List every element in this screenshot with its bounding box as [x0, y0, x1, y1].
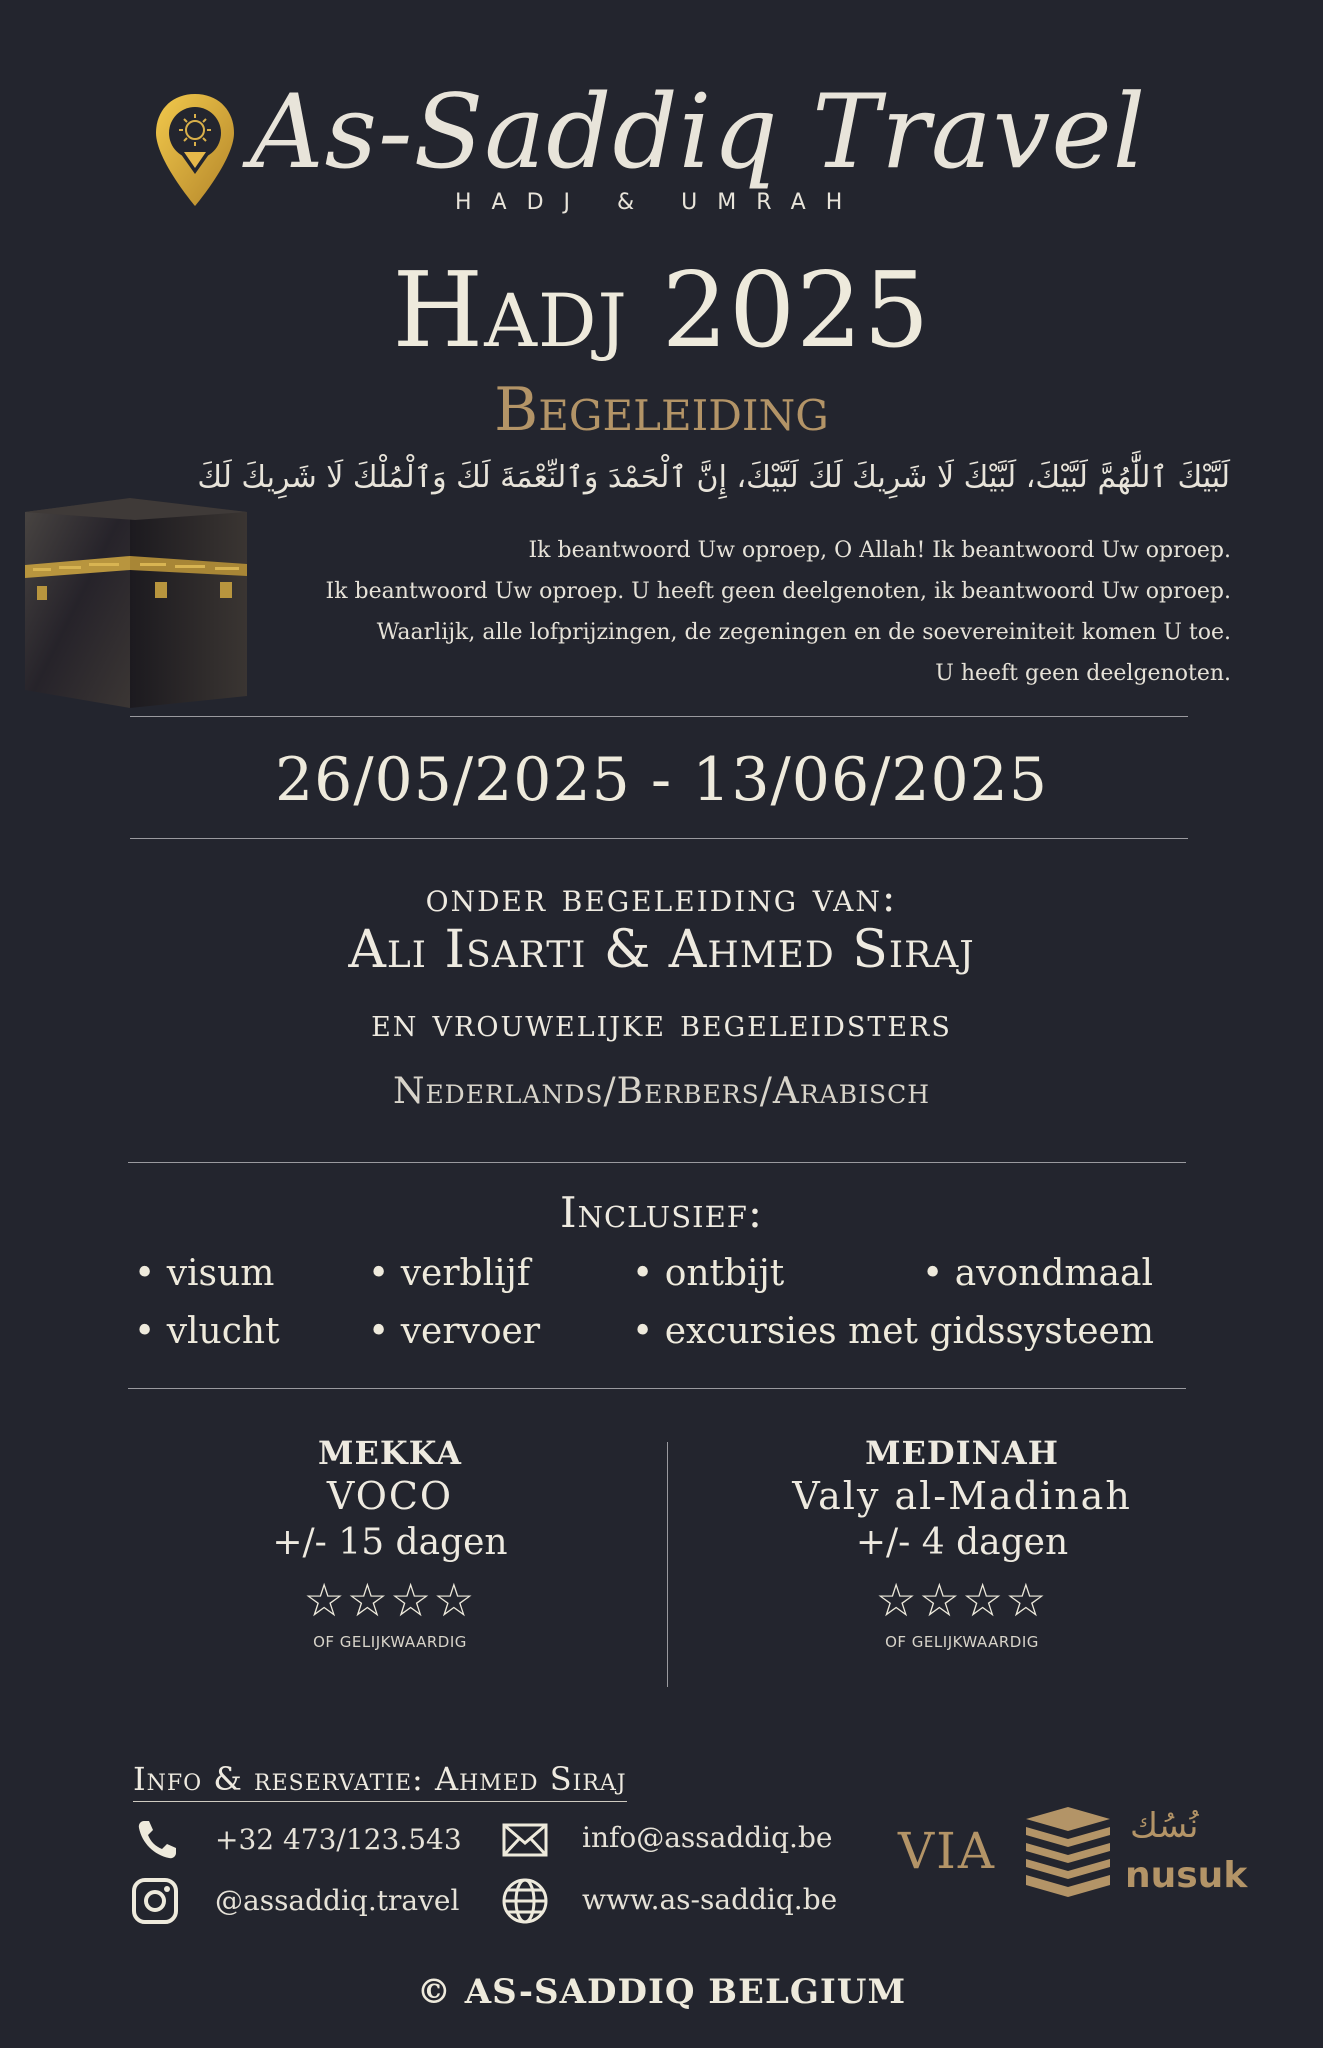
location-pin-logo-icon	[150, 90, 240, 210]
travel-dates: 26/05/2025 - 13/06/2025	[274, 745, 1049, 815]
divider	[130, 838, 1188, 839]
brand-name: As-Saddiq Travel	[250, 73, 1147, 192]
hotel-mekka	[180, 1434, 600, 1651]
divider	[130, 716, 1188, 717]
nusuk-arabic-name: نُسُك	[1130, 1806, 1199, 1846]
kaaba-illustration	[25, 490, 247, 710]
translation-line-4: U heeft geen deelgenoten.	[935, 661, 1231, 686]
instagram-icon	[130, 1876, 180, 1926]
vertical-divider	[667, 1442, 668, 1687]
nusuk-kaaba-logo-icon	[1018, 1805, 1118, 1900]
star-rating-icon: ☆☆☆☆	[875, 1573, 1049, 1627]
globe-icon	[500, 1876, 550, 1926]
list-item: • vlucht	[134, 1311, 280, 1352]
instagram-handle[interactable]: @assaddiq.travel	[215, 1884, 460, 1917]
languages: Nederlands/Berbers/Arabisch	[392, 1071, 931, 1112]
translation-line-1: Ik beantwoord Uw oproep, O Allah! Ik beantwoord Uw oproep.	[528, 538, 1231, 563]
info-reservation-label: Info & reservatie: Ahmed Siraj	[133, 1760, 627, 1802]
list-item: • verblijf	[368, 1253, 531, 1294]
translation-line-2: Ik beantwoord Uw oproep. U heeft geen deelgenoten, ik beantwoord Uw oproep.	[325, 579, 1231, 604]
copyright-icon: ©	[416, 1972, 452, 2012]
divider	[128, 1388, 1186, 1389]
list-item: • vervoer	[368, 1311, 541, 1352]
equivalent-note: OF GELIJKWAARDIG	[313, 1633, 467, 1651]
hotel-city: MEKKA	[318, 1434, 462, 1472]
equivalent-note: OF GELIJKWAARDIG	[885, 1633, 1039, 1651]
hotel-duration: +/- 4 dagen	[855, 1522, 1069, 1563]
email-address[interactable]: info@assaddiq.be	[582, 1821, 833, 1854]
page-subtitle: Begeleiding	[494, 375, 829, 445]
guidance-label: onder begeleiding van:	[425, 875, 898, 921]
via-label: VIA	[898, 1822, 996, 1880]
list-item: • ontbijt	[632, 1253, 785, 1294]
hotel-name: Valy al-Madinah	[792, 1474, 1132, 1518]
star-rating-icon: ☆☆☆☆	[303, 1573, 477, 1627]
phone-number[interactable]: +32 473/123.543	[215, 1823, 462, 1856]
list-item: • avondmaal	[922, 1253, 1153, 1294]
phone-icon	[132, 1815, 182, 1865]
mail-icon	[500, 1815, 550, 1865]
nusuk-wordmark: nusuk	[1125, 1855, 1248, 1896]
footer-copyright	[0, 1972, 1323, 2012]
translation-line-3: Waarlijk, alle lofprijzingen, de zegeningen en de soevereiniteit komen U toe.	[376, 620, 1231, 645]
guide-names: Ali Isarti & Ahmed Siraj	[348, 920, 975, 980]
website-url[interactable]: www.as-saddiq.be	[582, 1883, 838, 1916]
female-guides: en vrouwelijke begeleidsters	[371, 1001, 952, 1045]
list-item: • excursies met gidssysteem	[632, 1311, 1154, 1352]
page-title: Hadj 2025	[392, 249, 931, 371]
footer-text: AS-SADDIQ BELGIUM	[464, 1972, 907, 2012]
divider	[128, 1162, 1186, 1163]
list-item: • visum	[134, 1253, 275, 1294]
hotel-medinah	[752, 1434, 1172, 1651]
included-label: Inclusief:	[559, 1188, 764, 1237]
hotel-name: VOCO	[326, 1474, 454, 1518]
brand-tagline: HADJ & UMRAH	[455, 190, 863, 215]
hotel-city: MEDINAH	[865, 1434, 1059, 1472]
talbiyah-arabic: لَبَّيْكَ ٱللَّٰهُمَّ لَبَّيْكَ، لَبَّيْكَ لَا شَرِيكَ لَكَ لَبَّيْكَ، إِنَّ ٱلْحَمْدَ وَٱلنِّعْمَةَ لَكَ وَٱلْمُلْكَ لَا شَرِيكَ لَكَ	[197, 460, 1230, 495]
hotel-duration: +/- 15 dagen	[272, 1522, 508, 1563]
